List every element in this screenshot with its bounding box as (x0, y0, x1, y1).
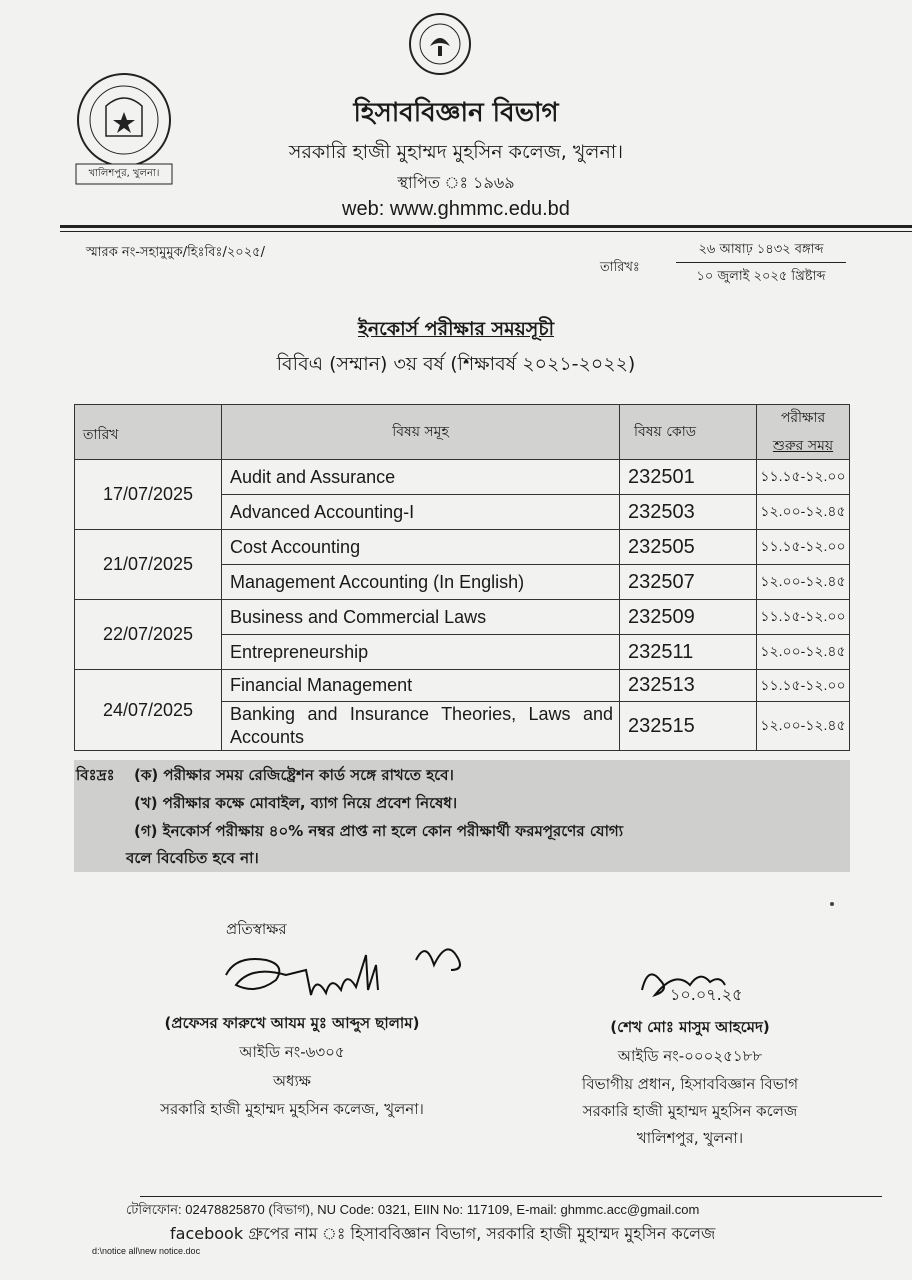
speck (830, 902, 834, 906)
table-row (75, 670, 850, 702)
subject-code: 232513 (620, 670, 757, 702)
head-org: সরকারি হাজী মুহাম্মদ মুহসিন কলেজ (582, 1102, 798, 1120)
footer-facebook: facebook গ্রুপের নাম ঃ হিসাববিজ্ঞান বিভাগ, সরকারি হাজী মুহাম্মদ মুহসিন কলেজ (170, 1224, 716, 1243)
subject-code: 232509 (620, 600, 757, 635)
schedule-title: ইনকোর্স পরীক্ষার সময়সূচী (357, 318, 555, 340)
subject-name: Banking and Insurance Theories, Laws and Accounts (222, 702, 620, 751)
subject-code: 232505 (620, 530, 757, 565)
exam-time: ১১.১৫-১২.০০ (757, 670, 850, 702)
exam-time: ১১.১৫-১২.০০ (757, 530, 850, 565)
principal-name: (প্রফেসর ফারুখে আযম মুঃ আব্দুস ছালাম) (164, 1014, 420, 1032)
head-signature (630, 960, 790, 1010)
header-divider (60, 225, 912, 228)
logo-caption: খালিশপুর, খুলনা। (88, 168, 160, 179)
memo-reference: স্মারক নং-সহামুমুক/হিঃবিঃ/২০২৫/ (86, 245, 265, 260)
head-place: খালিশপুর, খুলনা। (636, 1129, 744, 1147)
exam-time: ১২.০০-১২.৪৫ (757, 495, 850, 530)
exam-schedule-table (74, 404, 850, 751)
head-title: বিভাগীয় প্রধান, হিসাববিজ্ঞান বিভাগ (581, 1075, 799, 1093)
header-subjects: বিষয় সমূহ (222, 405, 620, 460)
schedule-subtitle: বিবিএ (সম্মান) ৩য় বর্ষ (শিক্ষাবর্ষ ২০২১-২০২২) (276, 353, 636, 375)
exam-time: ১১.১৫-১২.০০ (757, 600, 850, 635)
signature-date: ১০.০৭.২৫ (670, 985, 743, 1004)
head-name: (শেখ মোঃ মাসুম আহমেদ) (610, 1018, 770, 1036)
subject-name: Entrepreneurship (222, 635, 620, 670)
subject-name: Cost Accounting (222, 530, 620, 565)
subject-code: 232511 (620, 635, 757, 670)
subject-name: Advanced Accounting-I (222, 495, 620, 530)
exam-time: ১২.০০-১২.৪৫ (757, 702, 850, 751)
header-divider-thin (60, 231, 912, 232)
established-year: স্থাপিত ঃ ১৯৬৯ (397, 173, 515, 192)
department-title: হিসাববিজ্ঞান বিভাগ (353, 98, 559, 128)
footer-divider (140, 1196, 882, 1197)
subject-code: 232501 (620, 460, 757, 495)
exam-time: ১১.১৫-১২.০০ (757, 460, 850, 495)
college-name: সরকারি হাজী মুহাম্মদ মুহসিন কলেজ, খুলনা। (288, 141, 624, 163)
table-header-row (75, 405, 850, 460)
header-date: তারিখ (75, 405, 222, 460)
footer-contact: টেলিফোন: 02478825870 (বিভাগ), NU Code: 0321, EIIN No: 117109, E-mail: ghmmc.acc@gmail.com (126, 1202, 700, 1217)
exam-time: ১২.০০-১২.৪৫ (757, 565, 850, 600)
exam-date: 21/07/2025 (75, 530, 222, 600)
exam-date: 17/07/2025 (75, 460, 222, 530)
subject-code: 232515 (620, 702, 757, 751)
table-row (75, 460, 850, 495)
header-code: বিষয় কোড (620, 405, 757, 460)
exam-time: ১২.০০-১২.৪৫ (757, 635, 850, 670)
footer-file-path: d:\notice all\new notice.doc (92, 1246, 201, 1256)
date-bangla: ২৬ আষাঢ় ১৪৩২ বঙ্গাব্দ (698, 242, 824, 257)
subject-name: Business and Commercial Laws (222, 600, 620, 635)
table-row (75, 530, 850, 565)
principal-id: আইডি নং-৬৩০৫ (239, 1043, 345, 1061)
header-time: পরীক্ষার শুরুর সময় (757, 405, 850, 460)
date-divider (676, 262, 846, 263)
subject-code: 232507 (620, 565, 757, 600)
principal-org: সরকারি হাজী মুহাম্মদ মুহসিন কলেজ, খুলনা। (160, 1100, 424, 1118)
notice-prefix: বিঃদ্রঃ (76, 766, 115, 784)
notice-line-1: (ক) পরীক্ষার সময় রেজিষ্ট্রেশন কার্ড সঙ্গে রাখতে হবে। (134, 766, 454, 784)
principal-signature (216, 935, 486, 1015)
subject-name: Audit and Assurance (222, 460, 620, 495)
head-id: আইডি নং-০০০২৫১৮৮ (617, 1047, 763, 1065)
principal-title: অধ্যক্ষ (273, 1072, 311, 1090)
notice-box (74, 760, 850, 872)
notice-line-4: বলে বিবেচিত হবে না। (126, 849, 259, 867)
website-url: web: www.ghmmc.edu.bd (342, 198, 570, 220)
notice-line-3: (গ) ইনকোর্স পরীক্ষায় ৪০% নম্বর প্রাপ্ত না হলে কোন পরীক্ষার্থী ফরমপূরণের যোগ্য (134, 822, 624, 840)
date-english: ১০ জুলাই ২০২৫ খ্রিষ্টাব্দ (696, 269, 826, 284)
government-seal-icon (408, 12, 472, 76)
date-label: তারিখঃ (600, 260, 640, 275)
subject-name: Financial Management (222, 670, 620, 702)
table-row (75, 600, 850, 635)
subject-code: 232503 (620, 495, 757, 530)
exam-date: 22/07/2025 (75, 600, 222, 670)
subject-name: Management Accounting (In English) (222, 565, 620, 600)
exam-date: 24/07/2025 (75, 670, 222, 751)
countersign-label: প্রতিস্বাক্ষর (226, 920, 287, 938)
notice-line-2: (খ) পরীক্ষার কক্ষে মোবাইল, ব্যাগ নিয়ে প্রবেশ নিষেধ। (134, 794, 458, 812)
